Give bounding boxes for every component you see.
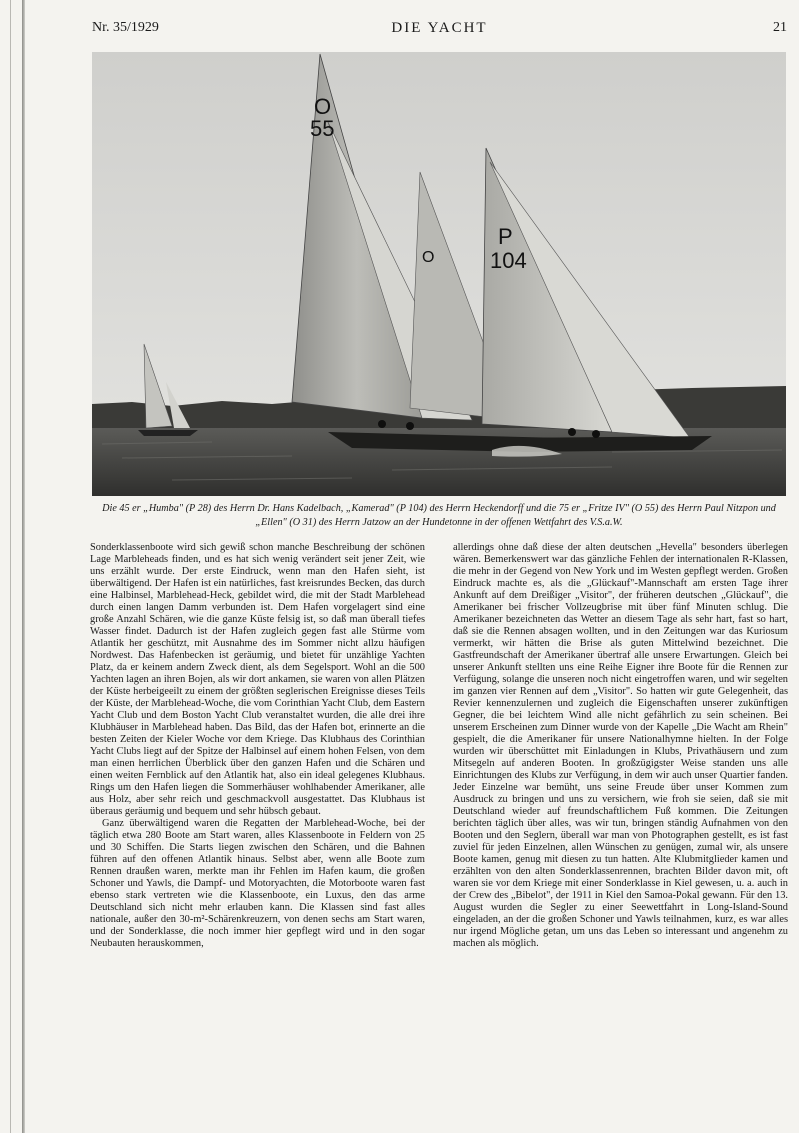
sail-number-o55: O: [314, 94, 332, 119]
svg-text:104: 104: [490, 248, 527, 273]
sail-number-p104: P: [498, 224, 513, 249]
paragraph: allerdings ohne daß diese der alten deutschen „Hevella" besonders überlegen wären. Bemerkenswert war das gänzliche Fehlen der internationalen R-Klassen, die mehr in der Gegend von New York und im Westen gepflegt werden. Großen Eindruck machte es, als die „Glückauf"-Mannschaft am ersten Tage ihrer Ankunft auf dem Dreißiger „Visitor", der früheren deutschen „Glückauf", die Amerikaner bei frischer Vollzeugbrise mit über fünf Minuten schlug. Die Amerikaner bezeichneten das Wetter an diesem Tage als sehr hart, fast so hart, daß sie die Rennen absagen wollten, und in den Zeitungen war das Kuriosum vermerkt, wir hätten die Brise als guten Mittelwind bezeichnet. Die Gastfreundschaft der Amerikaner übertraf alle unsere Erwartungen. Gleich bei unserer Ankunft stellten uns eine Reihe Eigner ihre Boote für die Rennen zur Verfügung, solange die unseren noch nicht eingetroffen waren, und wir segelten im ganzen vier Rennen auf dem „Visitor". So hatten wir gute Gelegenheit, das Revier kennenzulernen und zugleich die Eigenschaften unserer zukünftigen Gegner, die bei leichtem Wind alle nicht gefährlich zu sein scheinen. Bei unserem Erscheinen zum Dinner wurde von der Kapelle „Die Wacht am Rhein" gespielt, die die Amerikaner für unsere Nationalhymne hielten. In der Folge wurden wir überschüttet mit Einladungen in Klubs, Privathäusern und zum Mitsegeln auf anderen Booten. In großzügigster Weise standen uns alle Einrichtungen des Klubs zur Verfügung, in dem wir auch unser Quartier fanden. Jeder Einzelne war bemüht, uns seine Freude über unser Kommen zum Ausdruck zu bringen und uns zu versichern, wie froh sie seien, daß sie mit Deutschland wieder auf freundschaftlichem Fuß kommen. Die Zeitungen berichten täglich über alles, was wir tun, bringen ständig Aufnahmen von den Booten und den Seglern, überall war man von Photographen gestellt, es ist fast zuviel für jeden Einzelnen, allen Wünschen zu genügen, zumal wir, als unsere Boote kamen, genug mit diesen zu tun hatten. Alte Klubmitglieder kamen und erzählten von den alten Sonderklassenrennen, brachten Bilder davon mit, oft waren sie vor dem Kriege mit einer Sonderklasse in Kiel gewesen, u. a. auch in der Crew des „Bibelot", der 1911 in Kiel den Samoa-Pokal gewann. Für den 13. August wurden die Segler zu einer Seewettfahrt in Long-Island-Sound eingeladen, an der die großen Schoner und Yawls teilnahmen, kurz, es war alles nur irgend Mögliche getan, um uns das Leben so interessant und angenehm zu machen als möglich.: [453, 542, 788, 949]
page-number: 21: [773, 20, 787, 35]
article-column-left: [90, 542, 425, 1017]
photo-caption: Die 45 er „Humba" (P 28) des Herrn Dr. Hans Kadelbach, „Kamerad" (P 104) des Herrn Heckendorff und die 75 er „Fritze IV" (O 55) des Herrn Paul Nitzpon und „Ellen" (O 31) des Herrn Jatzow an der Hundetonne in der offenen Wettfahrt des V.S.a.W.: [102, 503, 776, 528]
magazine-title: DIE YACHT: [391, 20, 488, 36]
page-gutter: [22, 0, 25, 1133]
running-header: [92, 20, 787, 42]
regatta-photo-illustration: [92, 52, 786, 496]
svg-text:55: 55: [310, 116, 335, 141]
page-fold-shadow: [10, 0, 11, 1133]
paragraph: Sonderklassenboote wird sich gewiß schon manche Beschreibung der schönen Lage Marbleheads finden, und es hat sich wenig verändert seit jener Zeit, wie uns erzählt wurde. Der erste Eindruck, wenn man den Hafen sieht, ist überwältigend. Der Hafen ist ein natürliches, fast kreisrundes Becken, das durch eine Halbinsel, Marblehead-Heck, gebildet wird, die mit der Stadt Marblehead durch einen langen Damm verbunden ist. Dem Hafen vorgelagert sind eine große Anzahl Schären, wie die ganze Küste felsig ist, so daß man überall tiefes Wasser findet. Dadurch ist der Hafen zugleich gegen fast alle Stürme vom Atlantik her geschützt, mit Ausnahme des im Sommer nicht allzu häufigen Nordwest. Das Hafenbecken ist geräumig, und bietet für unzählige Yachten Platz, da er keinem andern Zweck dient, als dem Segelsport. Wohl an die 500 Yachten lagen an ihren Bojen, als wir dort ankamen, sie waren von allen Plätzen der Küste herbeigeeilt zu einem der größten seglerischen Ereignisse dieses Teils der Küste, der Marblehead-Woche, die vom Corinthian Yacht Club, dem Eastern Yacht Club und dem Boston Yacht Club veranstaltet wurden, die alle drei ihre Klubhäuser in Marblehead haben. Das Bild, das der Hafen bot, erinnerte an die besten Zeiten der Kieler Woche vor dem Kriege. Das Klubhaus des Corinthian Yacht Clubs liegt auf der Spitze der Halbinsel auf einem hohen Felsen, von dem man einen herrlichen Überblick über den ganzen Hafen und die Schären und einen weiten Fernblick auf den Atlantik hat, also ein ideal gelegenes Klubhaus. Rings um den Hafen liegen die Sommerhäuser wohlhabender Amerikaner, alle aus Holz, aber sehr reich und geschmackvoll ausgestattet. Das Klubhaus ist überaus geräumig und bequem und sehr hübsch gebaut.: [90, 542, 425, 817]
issue-number: Nr. 35/1929: [92, 20, 159, 35]
svg-text:O: O: [422, 249, 435, 266]
sailing-photo: [92, 52, 786, 496]
paragraph: Ganz überwältigend waren die Regatten der Marblehead-Woche, bei der täglich etwa 280 Boote am Start waren, alles Klassenboote in Feldern von 25 und 30 Schiffen. Die Starts liegen zwischen den Schären, und die Bahnen führen auf den offenen Atlantik hinaus. Selbst aber, wenn alle Boote zum Rennen draußen waren, merkte man ihr Fehlen im Hafen kaum, die großen Schoner und Yawls, die Dampf- und Motoryachten, die Motorboote waren fast ebenso stark vertreten wie die Klassenboote, ein Luxus, den das arme Deutschland sich nicht mehr erlauben kann. Die Klassen sind fast alles nationale, außer den 30-m²-Schärenkreuzern, von denen sechs am Start waren, und der Sonderklasse, die noch immer hier gepflegt wird und in den sogar Neubauten herauskommen,: [90, 818, 425, 949]
article-column-right: [453, 542, 788, 1017]
